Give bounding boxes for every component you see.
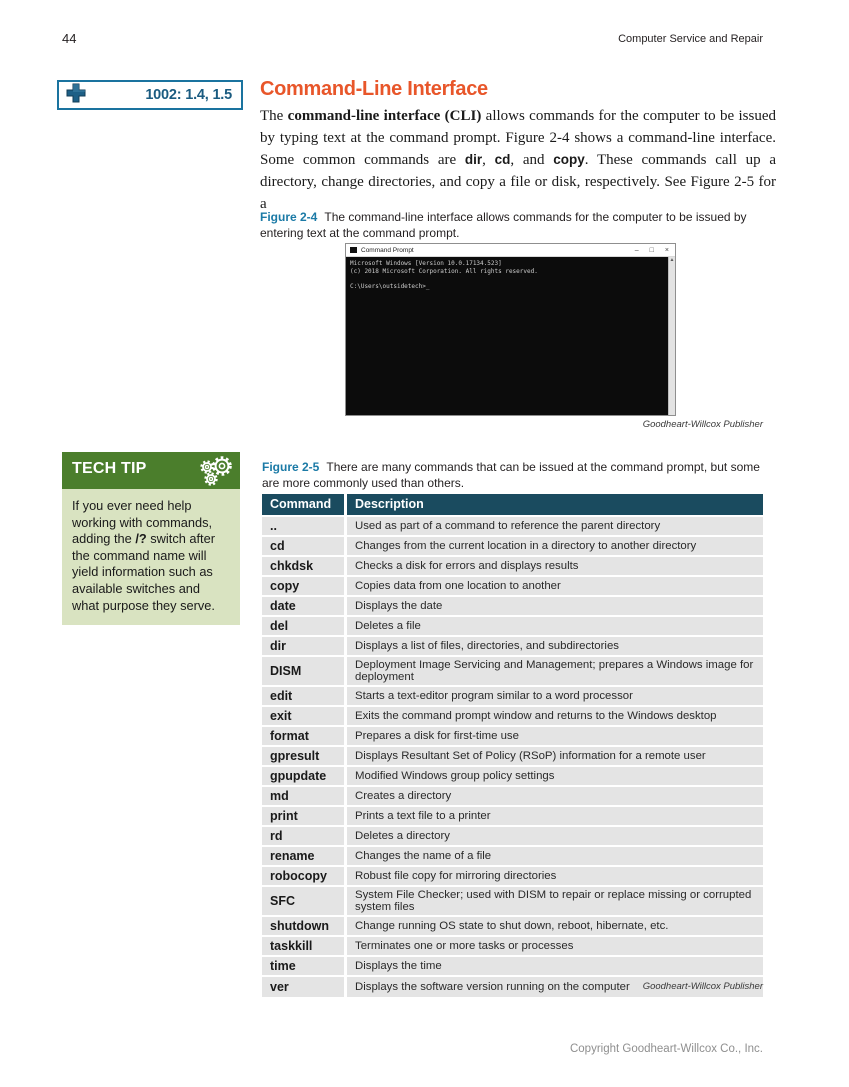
table-row	[262, 707, 763, 727]
gears-icon	[196, 455, 234, 492]
paragraph-text: allows commands for the computer to be issued by typing text at the command prompt. Figure 2-4 shows a command-line interface. Some common commands are	[260, 108, 777, 169]
description-cell: Displays Resultant Set of Policy (RSoP) information for a remote user	[347, 747, 763, 767]
description-cell: Creates a directory	[347, 787, 763, 807]
command-cell: gpupdate	[262, 767, 347, 787]
description-cell: Checks a disk for errors and displays results	[347, 557, 763, 577]
window-titlebar	[346, 244, 675, 257]
console-icon	[350, 247, 357, 253]
command-reference-table	[262, 494, 763, 997]
tech-tip-header	[62, 452, 240, 489]
page-number: 44	[62, 31, 77, 46]
command-cell: time	[262, 957, 347, 977]
tip-text: If you ever need help working with commands, adding the	[72, 498, 213, 547]
console-line: (c) 2018 Microsoft Corporation. All rights reserved.	[350, 267, 538, 275]
description-cell: Deletes a directory	[347, 827, 763, 847]
command-cell: dir	[262, 637, 347, 657]
table-row	[262, 657, 763, 687]
table-row	[262, 767, 763, 787]
description-cell: Used as part of a command to reference the parent directory	[347, 517, 763, 537]
description-cell: Deletes a file	[347, 617, 763, 637]
command-column-header: Command	[262, 494, 347, 517]
description-cell: Changes the name of a file	[347, 847, 763, 867]
paragraph-text: . These commands call up a directory, change directories, and copy a file or disk, respectively. See Figure 2-5 for a	[260, 152, 777, 212]
console-scrollbar	[668, 257, 675, 415]
description-cell: Prepares a disk for first-time use	[347, 727, 763, 747]
scroll-up-icon: ▲	[669, 257, 675, 263]
table-row	[262, 687, 763, 707]
table-row	[262, 867, 763, 887]
figure-credit: Goodheart-Willcox Publisher	[642, 419, 763, 430]
description-cell: Prints a text file to a printer	[347, 807, 763, 827]
paragraph-text: The	[260, 108, 288, 124]
command-cell: rd	[262, 827, 347, 847]
command-cell: robocopy	[262, 867, 347, 887]
description-cell: Exits the command prompt window and returns to the Windows desktop	[347, 707, 763, 727]
inline-command: cd	[494, 152, 511, 168]
objective-badge-label: 1002: 1.4, 1.5	[145, 87, 232, 103]
description-cell: Changes from the current location in a directory to another directory	[347, 537, 763, 557]
figure-caption-text: The command-line interface allows commands for the computer to be issued by entering text at the command prompt.	[260, 210, 747, 240]
window-title: Command Prompt	[361, 246, 414, 254]
description-cell: Displays a list of files, directories, and subdirectories	[347, 637, 763, 657]
maximize-icon: □	[649, 246, 654, 254]
inline-command: dir	[464, 152, 483, 168]
command-cell: format	[262, 727, 347, 747]
certification-objective-badge	[57, 80, 243, 110]
command-cell: ver	[262, 977, 347, 997]
table-row	[262, 557, 763, 577]
key-term: command-line interface (CLI)	[287, 108, 482, 124]
table-row	[262, 957, 763, 977]
tip-text: switch after the command name will yield information such as available switches and what purpose they serve.	[72, 531, 215, 613]
aplus-cross-icon	[65, 83, 87, 108]
table-row	[262, 887, 763, 917]
description-cell: Change running OS state to shut down, reboot, hibernate, etc.	[347, 917, 763, 937]
command-cell: cd	[262, 537, 347, 557]
command-cell: SFC	[262, 887, 347, 917]
table-row	[262, 917, 763, 937]
description-cell: Copies data from one location to another	[347, 577, 763, 597]
command-cell: shutdown	[262, 917, 347, 937]
command-cell: DISM	[262, 657, 347, 687]
table-row	[262, 847, 763, 867]
copyright-footer: Copyright Goodheart-Willcox Co., Inc.	[569, 1043, 763, 1055]
command-cell: exit	[262, 707, 347, 727]
inline-command: copy	[553, 152, 585, 168]
description-cell: Deployment Image Servicing and Management; prepares a Windows image for deployment	[347, 657, 763, 687]
table-row	[262, 787, 763, 807]
console-output	[346, 257, 675, 415]
figure-label: Figure 2-4	[260, 210, 318, 224]
tech-tip-body	[62, 489, 240, 625]
description-column-header: Description	[347, 494, 763, 517]
description-cell: Modified Windows group policy settings	[347, 767, 763, 787]
table-row	[262, 747, 763, 767]
console-line: Microsoft Windows [Version 10.0.17134.523]	[350, 260, 502, 267]
description-cell: Starts a text-editor program similar to a word processor	[347, 687, 763, 707]
section-title: Command-Line Interface	[260, 78, 488, 100]
command-cell: rename	[262, 847, 347, 867]
table-row	[262, 577, 763, 597]
paragraph-text: , and	[510, 152, 554, 169]
body-paragraph	[260, 106, 776, 216]
paragraph-text: ,	[482, 152, 495, 169]
figure-credit: Goodheart-Willcox Publisher	[642, 981, 763, 992]
window-controls	[635, 247, 675, 254]
command-cell: date	[262, 597, 347, 617]
description-cell: Robust file copy for mirroring directories	[347, 867, 763, 887]
figure-2-5-caption	[262, 459, 763, 491]
table-row	[262, 617, 763, 637]
description-cell: Displays the date	[347, 597, 763, 617]
command-cell: taskkill	[262, 937, 347, 957]
command-prompt-window-screenshot	[345, 243, 676, 416]
tech-tip-title: TECH TIP	[72, 460, 147, 477]
description-cell: System File Checker; used with DISM to repair or replace missing or corrupted system files	[347, 887, 763, 917]
table-row	[262, 727, 763, 747]
tip-switch-bold: /?	[135, 531, 147, 547]
command-cell: gpresult	[262, 747, 347, 767]
table-row	[262, 827, 763, 847]
command-cell: copy	[262, 577, 347, 597]
close-icon: ×	[664, 246, 669, 254]
figure-caption-text: There are many commands that can be issued at the command prompt, but some are more commonly used than others.	[262, 460, 760, 490]
running-head: Computer Service and Repair	[618, 33, 763, 45]
command-cell: md	[262, 787, 347, 807]
minimize-icon: –	[634, 246, 639, 254]
figure-2-4-caption	[260, 209, 765, 241]
command-table-body	[262, 517, 763, 997]
tech-tip-box	[62, 452, 240, 625]
description-cell: Terminates one or more tasks or processes	[347, 937, 763, 957]
description-cell: Displays the time	[347, 957, 763, 977]
table-row	[262, 807, 763, 827]
table-row	[262, 517, 763, 537]
figure-label: Figure 2-5	[262, 460, 320, 474]
command-cell: ..	[262, 517, 347, 537]
table-header-row	[262, 494, 763, 517]
command-cell: chkdsk	[262, 557, 347, 577]
console-line: C:\Users\outsidetech>_	[350, 282, 430, 290]
console-line	[350, 275, 665, 283]
command-cell: del	[262, 617, 347, 637]
table-row	[262, 637, 763, 657]
table-row	[262, 537, 763, 557]
description-cell: Displays the software version running on the computer	[347, 977, 763, 997]
command-cell: print	[262, 807, 347, 827]
command-cell: edit	[262, 687, 347, 707]
table-row	[262, 597, 763, 617]
table-row	[262, 937, 763, 957]
